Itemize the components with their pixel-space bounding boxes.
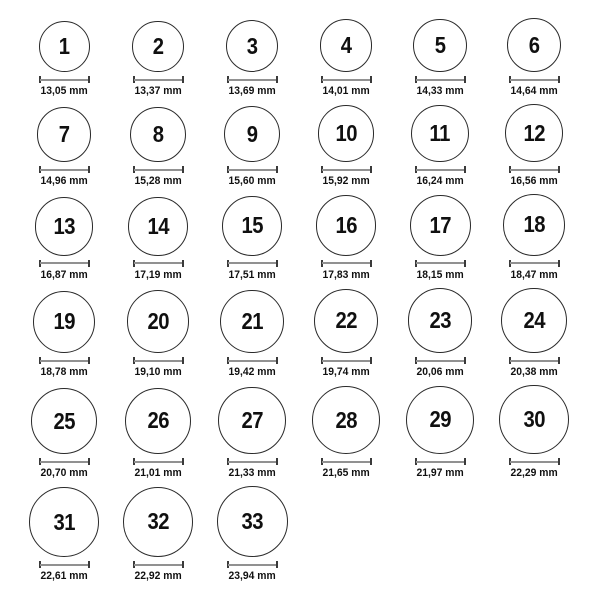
measure-bar xyxy=(510,461,559,463)
diameter-label: 20,70 mm xyxy=(40,467,88,480)
measure-bar xyxy=(510,79,559,81)
ring-size-cell xyxy=(299,104,393,187)
ring-circle xyxy=(501,288,566,353)
measure-bar xyxy=(228,169,277,171)
circle-area xyxy=(222,194,282,256)
diameter-label: 15,60 mm xyxy=(228,175,276,187)
measure-right-tick-icon xyxy=(464,76,466,83)
diameter-measure-line xyxy=(133,357,184,364)
size-number: 15 xyxy=(241,212,263,239)
diameter-measure-line xyxy=(509,76,560,83)
ring-size-cell xyxy=(111,486,205,582)
diameter-label: 14,01 mm xyxy=(322,85,370,98)
size-number: 12 xyxy=(523,119,545,146)
circle-area xyxy=(29,486,99,557)
ring-size-cell xyxy=(205,194,299,281)
ring-size-cell xyxy=(17,385,111,479)
circle-area xyxy=(220,288,284,353)
ring-circle xyxy=(218,387,285,454)
ring-circle xyxy=(406,386,475,455)
measure-bar xyxy=(416,169,465,171)
measure-right-tick-icon xyxy=(558,166,560,173)
diameter-measure-line xyxy=(133,561,184,568)
size-row xyxy=(17,385,600,479)
ring-size-cell xyxy=(487,385,581,479)
measure-right-tick-icon xyxy=(182,357,184,364)
measure-right-tick-icon xyxy=(276,76,278,83)
diameter-label: 21,97 mm xyxy=(416,467,464,480)
ring-size-cell xyxy=(393,18,487,97)
ring-size-cell xyxy=(17,194,111,281)
size-number: 4 xyxy=(340,32,352,59)
measure-right-tick-icon xyxy=(88,166,90,173)
ring-size-cell xyxy=(487,288,581,378)
size-number: 11 xyxy=(429,119,451,146)
diameter-measure-line xyxy=(509,357,560,364)
circle-area xyxy=(123,486,193,557)
circle-area xyxy=(37,104,92,162)
diameter-label: 13,37 mm xyxy=(134,85,182,98)
ring-size-cell xyxy=(17,18,111,97)
ring-size-cell xyxy=(111,18,205,97)
diameter-label: 19,74 mm xyxy=(322,366,370,378)
ring-circle xyxy=(408,288,473,353)
diameter-label: 16,56 mm xyxy=(510,175,558,187)
ring-size-cell xyxy=(17,288,111,378)
diameter-label: 21,01 mm xyxy=(134,467,182,480)
measure-right-tick-icon xyxy=(464,260,466,267)
size-number: 19 xyxy=(53,308,75,335)
circle-area xyxy=(125,385,192,454)
size-number: 3 xyxy=(246,32,258,59)
circle-area xyxy=(318,104,375,162)
measure-bar xyxy=(40,169,89,171)
size-number: 20 xyxy=(147,308,169,335)
measure-right-tick-icon xyxy=(182,561,184,568)
measure-bar xyxy=(510,262,559,264)
size-number: 8 xyxy=(152,120,164,147)
ring-size-cell xyxy=(299,18,393,97)
size-number: 33 xyxy=(241,508,263,535)
measure-bar xyxy=(416,461,465,463)
size-number: 17 xyxy=(429,211,451,238)
circle-area xyxy=(411,104,468,162)
circle-area xyxy=(410,194,471,256)
size-row xyxy=(17,288,600,378)
ring-circle xyxy=(499,385,568,454)
circle-area xyxy=(316,194,376,256)
circle-area xyxy=(217,486,288,557)
diameter-measure-line xyxy=(227,357,278,364)
measure-bar xyxy=(40,360,89,362)
diameter-measure-line xyxy=(321,357,372,364)
diameter-measure-line xyxy=(227,166,278,173)
circle-area xyxy=(39,18,90,72)
ring-circle xyxy=(123,487,193,557)
size-row xyxy=(17,486,600,582)
size-number: 5 xyxy=(434,31,446,58)
ring-size-cell xyxy=(111,385,205,479)
measure-bar xyxy=(510,360,559,362)
ring-circle xyxy=(320,19,373,72)
measure-right-tick-icon xyxy=(276,357,278,364)
measure-bar xyxy=(134,262,183,264)
circle-area xyxy=(132,18,184,72)
measure-right-tick-icon xyxy=(182,458,184,465)
ring-circle xyxy=(31,388,97,454)
size-number: 32 xyxy=(147,508,169,535)
ring-circle xyxy=(316,195,376,255)
diameter-label: 22,92 mm xyxy=(134,570,182,583)
measure-right-tick-icon xyxy=(276,458,278,465)
diameter-measure-line xyxy=(133,458,184,465)
ring-circle xyxy=(125,388,192,455)
size-number: 23 xyxy=(429,307,451,334)
diameter-measure-line xyxy=(321,76,372,83)
circle-area xyxy=(312,385,380,454)
circle-area xyxy=(35,194,94,256)
measure-bar xyxy=(228,79,277,81)
size-number: 14 xyxy=(147,212,169,239)
measure-right-tick-icon xyxy=(182,166,184,173)
ring-size-cell xyxy=(299,194,393,281)
measure-bar xyxy=(416,360,465,362)
measure-bar xyxy=(134,461,183,463)
diameter-measure-line xyxy=(415,357,466,364)
ring-size-cell xyxy=(487,104,581,187)
size-row xyxy=(17,104,600,187)
diameter-label: 20,38 mm xyxy=(510,366,558,378)
diameter-measure-line xyxy=(39,357,90,364)
ring-size-cell xyxy=(205,385,299,479)
diameter-label: 14,64 mm xyxy=(510,85,558,98)
measure-bar xyxy=(228,262,277,264)
circle-area xyxy=(503,194,565,256)
measure-right-tick-icon xyxy=(558,76,560,83)
diameter-label: 18,15 mm xyxy=(416,268,464,281)
ring-circle xyxy=(312,386,380,454)
diameter-measure-line xyxy=(321,260,372,267)
diameter-measure-line xyxy=(39,458,90,465)
ring-size-cell xyxy=(111,104,205,187)
diameter-measure-line xyxy=(133,76,184,83)
diameter-label: 18,47 mm xyxy=(510,268,558,281)
measure-right-tick-icon xyxy=(464,357,466,364)
diameter-measure-line xyxy=(321,458,372,465)
measure-right-tick-icon xyxy=(88,458,90,465)
measure-bar xyxy=(510,169,559,171)
measure-bar xyxy=(134,360,183,362)
ring-circle xyxy=(39,21,90,72)
circle-area xyxy=(413,18,467,72)
diameter-label: 23,94 mm xyxy=(228,570,276,583)
measure-right-tick-icon xyxy=(558,260,560,267)
ring-circle xyxy=(505,104,563,162)
size-row xyxy=(17,18,600,97)
size-number: 29 xyxy=(429,406,451,433)
ring-circle xyxy=(413,19,467,73)
measure-right-tick-icon xyxy=(182,260,184,267)
diameter-measure-line xyxy=(39,561,90,568)
ring-circle xyxy=(222,196,282,256)
size-number: 2 xyxy=(152,32,164,59)
ring-size-cell xyxy=(393,288,487,378)
diameter-label: 15,92 mm xyxy=(322,175,370,187)
measure-right-tick-icon xyxy=(88,76,90,83)
diameter-label: 17,83 mm xyxy=(322,268,370,281)
circle-area xyxy=(320,18,373,72)
ring-circle xyxy=(217,486,288,557)
measure-right-tick-icon xyxy=(558,357,560,364)
diameter-measure-line xyxy=(415,458,466,465)
measure-bar xyxy=(40,79,89,81)
circle-area xyxy=(314,288,378,353)
ring-size-cell xyxy=(205,104,299,187)
diameter-label: 16,87 mm xyxy=(40,268,88,281)
measure-right-tick-icon xyxy=(88,260,90,267)
measure-right-tick-icon xyxy=(88,561,90,568)
measure-bar xyxy=(134,169,183,171)
ring-circle xyxy=(507,18,561,72)
circle-area xyxy=(501,288,566,353)
size-number: 1 xyxy=(58,33,70,60)
ring-size-cell xyxy=(299,288,393,378)
size-number: 27 xyxy=(241,407,263,433)
ring-size-cell xyxy=(393,194,487,281)
measure-right-tick-icon xyxy=(370,76,372,83)
ring-circle xyxy=(314,289,378,353)
diameter-label: 15,28 mm xyxy=(134,175,182,187)
circle-area xyxy=(224,104,280,162)
diameter-measure-line xyxy=(133,260,184,267)
measure-bar xyxy=(322,262,371,264)
circle-area xyxy=(31,385,97,454)
measure-bar xyxy=(416,262,465,264)
diameter-measure-line xyxy=(133,166,184,173)
measure-right-tick-icon xyxy=(370,357,372,364)
diameter-measure-line xyxy=(227,260,278,267)
diameter-measure-line xyxy=(509,458,560,465)
size-number: 21 xyxy=(241,307,263,334)
diameter-measure-line xyxy=(415,260,466,267)
diameter-label: 16,24 mm xyxy=(416,175,464,187)
diameter-measure-line xyxy=(227,561,278,568)
measure-bar xyxy=(134,564,183,566)
ring-size-cell xyxy=(205,18,299,97)
ring-circle xyxy=(35,197,94,256)
diameter-measure-line xyxy=(509,260,560,267)
measure-right-tick-icon xyxy=(276,166,278,173)
diameter-measure-line xyxy=(39,76,90,83)
diameter-measure-line xyxy=(415,76,466,83)
diameter-label: 13,05 mm xyxy=(40,85,88,98)
ring-size-cell xyxy=(111,288,205,378)
measure-bar xyxy=(228,360,277,362)
size-number: 30 xyxy=(523,406,545,433)
diameter-label: 22,29 mm xyxy=(510,467,558,480)
diameter-label: 20,06 mm xyxy=(416,366,464,378)
ring-size-cell xyxy=(299,385,393,479)
measure-right-tick-icon xyxy=(464,458,466,465)
measure-right-tick-icon xyxy=(370,458,372,465)
measure-right-tick-icon xyxy=(182,76,184,83)
circle-area xyxy=(226,18,278,72)
size-number: 22 xyxy=(335,307,357,334)
diameter-label: 17,51 mm xyxy=(228,268,276,281)
ring-circle xyxy=(226,20,278,72)
size-number: 24 xyxy=(523,306,545,333)
measure-right-tick-icon xyxy=(276,561,278,568)
size-number: 31 xyxy=(53,508,75,535)
size-number: 28 xyxy=(335,406,357,433)
diameter-label: 22,61 mm xyxy=(40,570,88,583)
measure-right-tick-icon xyxy=(370,260,372,267)
ring-circle xyxy=(318,105,375,162)
ring-circle xyxy=(503,194,565,256)
diameter-label: 21,33 mm xyxy=(228,467,276,480)
circle-area xyxy=(127,288,190,353)
circle-area xyxy=(130,104,185,162)
measure-bar xyxy=(228,461,277,463)
diameter-measure-line xyxy=(509,166,560,173)
measure-bar xyxy=(322,169,371,171)
diameter-measure-line xyxy=(321,166,372,173)
measure-bar xyxy=(40,461,89,463)
size-number: 7 xyxy=(58,121,70,148)
ring-circle xyxy=(127,290,190,353)
circle-area xyxy=(218,385,285,454)
diameter-label: 13,69 mm xyxy=(228,85,276,98)
ring-circle xyxy=(132,21,184,73)
ring-size-cell xyxy=(487,194,581,281)
ring-circle xyxy=(224,106,280,162)
measure-bar xyxy=(40,262,89,264)
measure-bar xyxy=(134,79,183,81)
size-number: 6 xyxy=(528,31,540,58)
ring-circle xyxy=(220,290,284,354)
ring-circle xyxy=(29,487,99,557)
diameter-measure-line xyxy=(415,166,466,173)
measure-bar xyxy=(416,79,465,81)
size-number: 16 xyxy=(335,211,357,238)
diameter-measure-line xyxy=(39,260,90,267)
ring-circle xyxy=(33,291,95,353)
ring-size-cell xyxy=(487,18,581,97)
circle-area xyxy=(499,385,568,454)
ring-size-cell xyxy=(393,104,487,187)
measure-right-tick-icon xyxy=(464,166,466,173)
ring-size-cell xyxy=(393,385,487,479)
ring-circle xyxy=(37,107,92,162)
ring-circle xyxy=(411,105,468,162)
diameter-label: 21,65 mm xyxy=(322,467,370,480)
size-number: 9 xyxy=(246,120,258,147)
measure-right-tick-icon xyxy=(88,357,90,364)
circle-area xyxy=(33,288,95,353)
size-number: 25 xyxy=(53,407,75,434)
ring-circle xyxy=(130,107,185,162)
ring-size-cell xyxy=(17,486,111,582)
diameter-measure-line xyxy=(39,166,90,173)
measure-bar xyxy=(40,564,89,566)
size-number: 13 xyxy=(53,212,75,239)
measure-bar xyxy=(322,79,371,81)
diameter-measure-line xyxy=(227,458,278,465)
size-number: 10 xyxy=(335,120,357,147)
size-number: 18 xyxy=(523,211,545,238)
diameter-label: 14,96 mm xyxy=(40,175,88,187)
size-number: 26 xyxy=(147,407,169,434)
diameter-label: 19,10 mm xyxy=(134,366,182,378)
ring-size-cell xyxy=(205,288,299,378)
diameter-label: 17,19 mm xyxy=(134,268,182,281)
diameter-label: 19,42 mm xyxy=(228,366,276,378)
measure-bar xyxy=(228,564,277,566)
measure-right-tick-icon xyxy=(370,166,372,173)
circle-area xyxy=(406,385,475,454)
circle-area xyxy=(408,288,473,353)
size-row xyxy=(17,194,600,281)
measure-right-tick-icon xyxy=(276,260,278,267)
measure-bar xyxy=(322,461,371,463)
measure-right-tick-icon xyxy=(558,458,560,465)
ring-size-cell xyxy=(17,104,111,187)
circle-area xyxy=(505,104,563,162)
ring-size-cell xyxy=(111,194,205,281)
diameter-measure-line xyxy=(227,76,278,83)
ring-circle xyxy=(410,195,471,256)
ring-size-cell xyxy=(205,486,299,582)
ring-circle xyxy=(128,197,187,256)
circle-area xyxy=(507,18,561,72)
diameter-label: 14,33 mm xyxy=(416,85,464,98)
diameter-label: 18,78 mm xyxy=(40,366,88,378)
measure-bar xyxy=(322,360,371,362)
circle-area xyxy=(128,194,187,256)
